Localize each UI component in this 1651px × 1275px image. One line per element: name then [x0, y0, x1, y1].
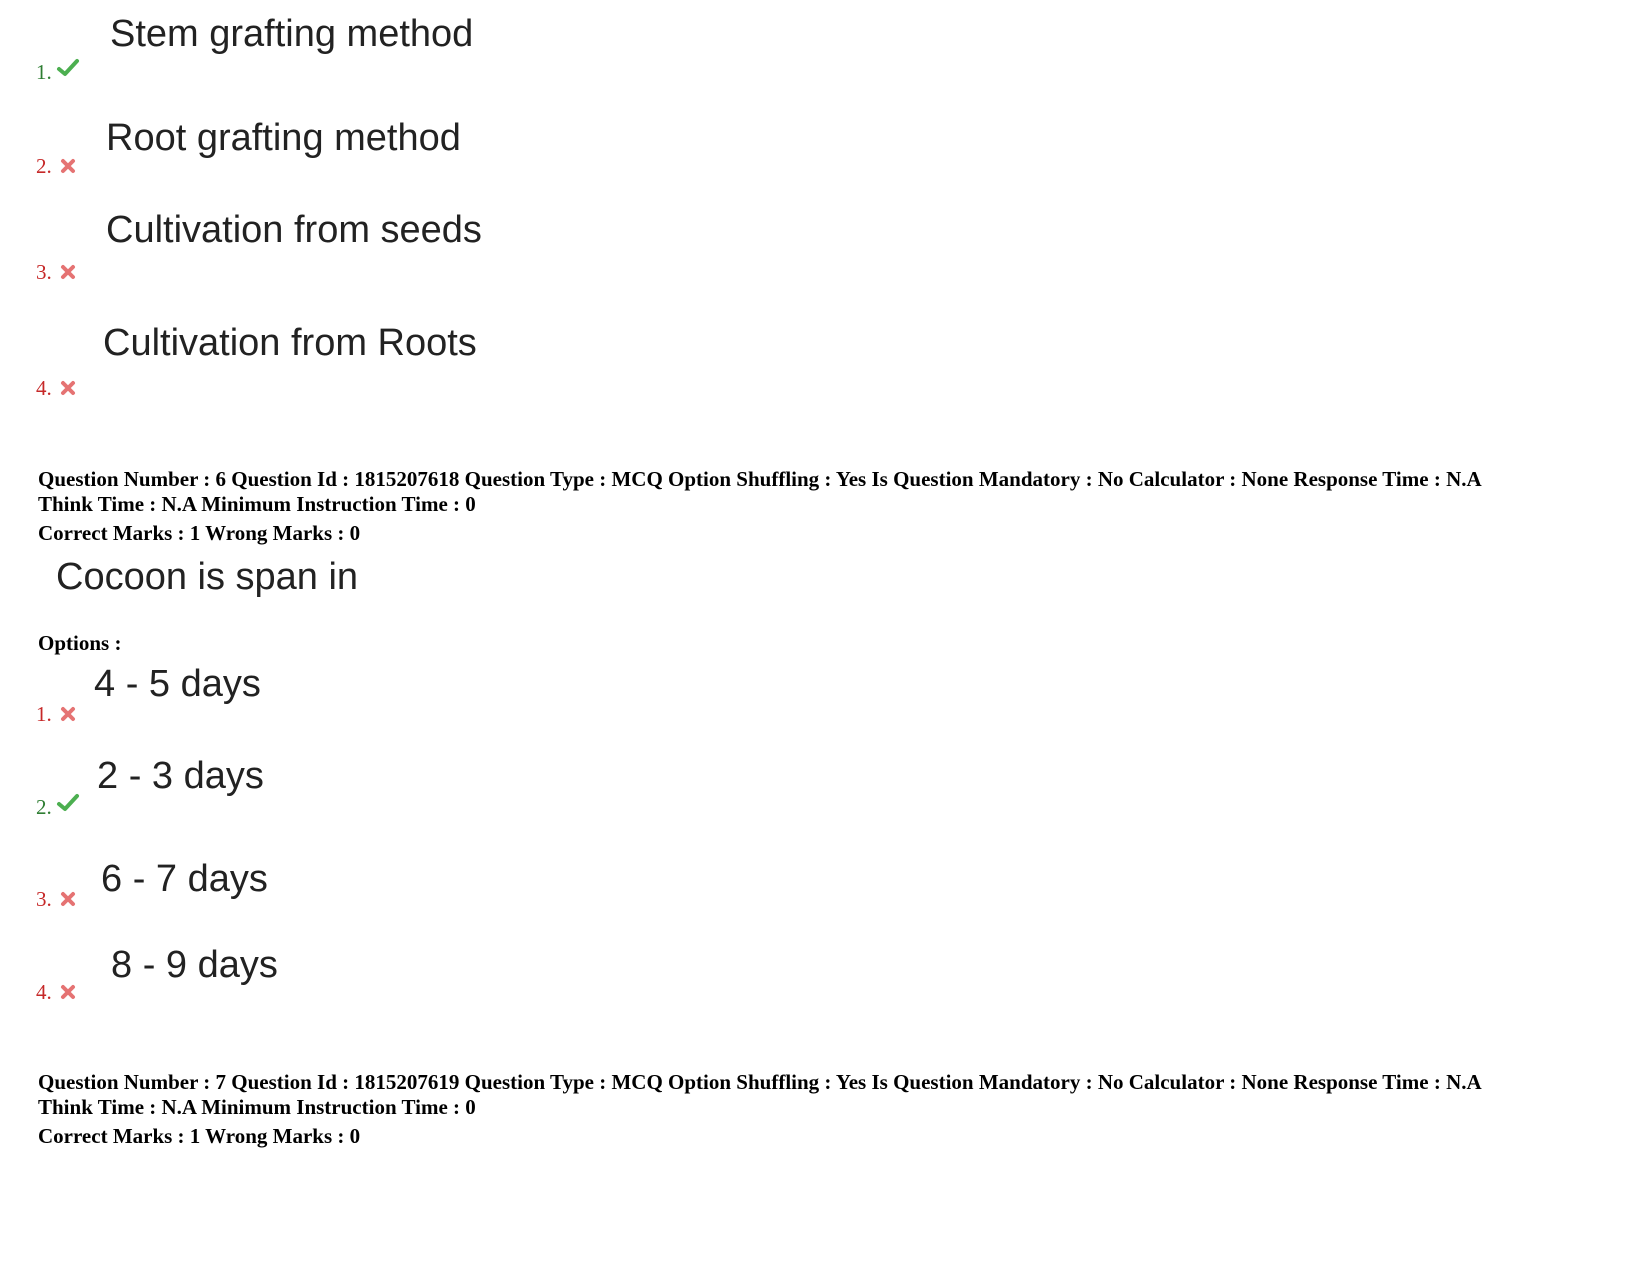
cross-mark-icon: [56, 154, 80, 178]
option-number: 4.: [36, 376, 52, 400]
question-meta-line: Think Time : N.A Minimum Instruction Time : 0: [38, 492, 476, 516]
check-mark-icon: [56, 791, 80, 815]
option-number: 2.: [36, 795, 52, 819]
check-mark-icon: [56, 56, 80, 80]
question-meta-line: Question Number : 7 Question Id : 1815207619 Question Type : MCQ Option Shuffling : Yes Is Question Mandatory : No Calculator : None Response Time : N.A: [38, 1070, 1482, 1094]
option-number: 1.: [36, 702, 52, 726]
option-number: 4.: [36, 980, 52, 1004]
options-label: Options :: [38, 631, 122, 655]
question-meta-line: Question Number : 6 Question Id : 1815207618 Question Type : MCQ Option Shuffling : Yes Is Question Mandatory : No Calculator : None Response Time : N.A: [38, 467, 1482, 491]
option-number: 3.: [36, 260, 52, 284]
cross-mark-icon: [56, 702, 80, 726]
question-marks: Correct Marks : 1 Wrong Marks : 0: [38, 1124, 361, 1148]
cross-mark-icon: [56, 980, 80, 1004]
option-text: Cultivation from Roots: [103, 322, 477, 364]
option-text: Stem grafting method: [110, 13, 474, 55]
option-number: 3.: [36, 887, 52, 911]
cross-mark-icon: [56, 376, 80, 400]
question-meta-line: Think Time : N.A Minimum Instruction Time : 0: [38, 1095, 476, 1119]
option-text: Cultivation from seeds: [106, 209, 482, 251]
cross-mark-icon: [56, 260, 80, 284]
question-text: Cocoon is span in: [56, 556, 359, 598]
option-text: 2 - 3 days: [97, 755, 264, 797]
option-number: 2.: [36, 154, 52, 178]
option-text: 4 - 5 days: [94, 663, 261, 705]
cross-mark-icon: [56, 887, 80, 911]
option-text: 8 - 9 days: [111, 944, 278, 986]
question-marks: Correct Marks : 1 Wrong Marks : 0: [38, 521, 361, 545]
option-text: Root grafting method: [106, 117, 461, 159]
option-text: 6 - 7 days: [101, 858, 268, 900]
option-number: 1.: [36, 60, 52, 84]
